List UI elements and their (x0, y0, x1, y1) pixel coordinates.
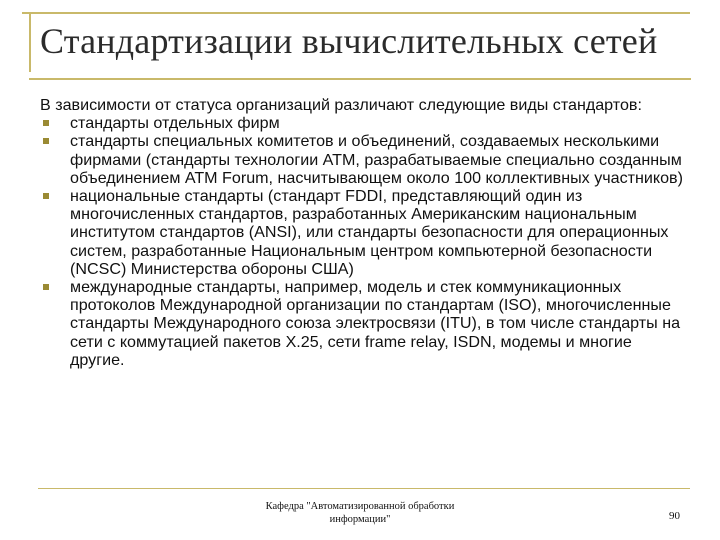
square-bullet-icon (43, 120, 49, 126)
square-bullet-icon (43, 193, 49, 199)
list-item-text: стандарты специальных комитетов и объединений, создаваемых несколькими фирмами (стандарты технологии АТМ, разрабатываемые специально созданным объединением АТМ Forum, насчитывающем около 100 коллективных участников) (70, 132, 683, 187)
square-bullet-icon (43, 138, 49, 144)
page-number: 90 (669, 510, 680, 522)
slide-body (40, 96, 690, 369)
list-item-text: стандарты отдельных фирм (70, 114, 280, 133)
slide-title: Стандартизации вычислительных сетей (40, 21, 658, 61)
footer-divider (38, 488, 690, 489)
square-bullet-icon (43, 284, 49, 290)
standards-list (40, 114, 690, 369)
frame-left-rule (29, 12, 31, 72)
frame-top-rule (22, 12, 690, 14)
footer-department-line1: Кафедра "Автоматизированной обработки (265, 501, 455, 512)
title-divider (29, 78, 691, 80)
list-item (40, 114, 690, 132)
list-item-text: национальные стандарты (стандарт FDDI, представляющий один из многочисленных стандартов, разработанных Американским национальным институтом стандартов (ANSI), или стандарты безопасности для операционных систем, разработанные Национальным центром компьютерной безопасности (NCSC) Министерства обороны США) (70, 187, 669, 278)
list-item (40, 187, 690, 278)
list-item-text: международные стандарты, например, модель и стек коммуникационных протоколов Международной организации по стандартам (ISO), многочисленные стандарты Международного союза электросвязи (ITU), в том числе стандарты на сети с коммутацией пакетов Х.25, сети frame relay, ISDN, модемы и многие другие. (70, 278, 681, 369)
intro-text: В зависимости от статуса организаций различают следующие виды стандартов: (40, 96, 642, 114)
footer-department (230, 500, 490, 526)
list-item (40, 132, 690, 187)
list-item (40, 278, 690, 369)
footer-department-line2: информации" (329, 514, 391, 525)
